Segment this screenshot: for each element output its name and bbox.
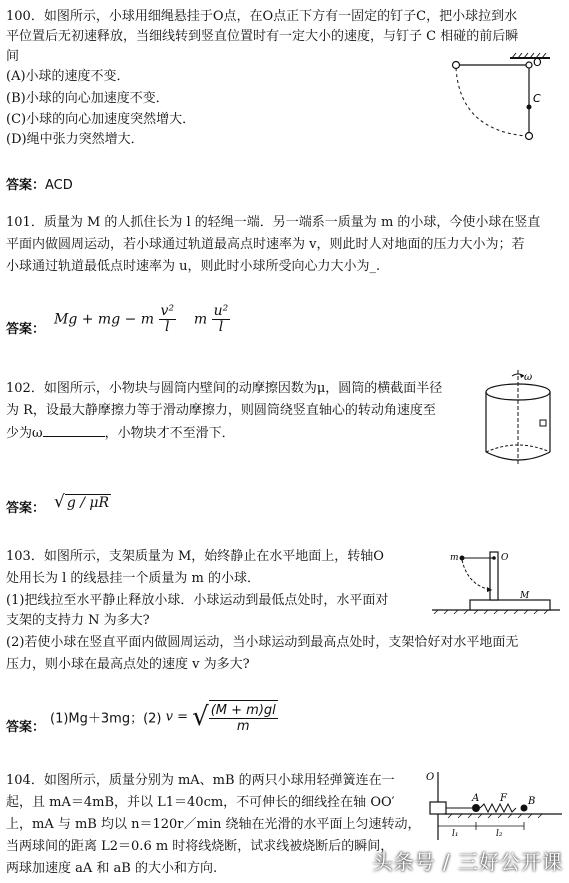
q101-line-2: 平面内做圆周运动，若小球通过轨道最高点时速率为 v，则此时人对地面的压力大小为；若	[6, 237, 525, 252]
q103-answer-den: m	[236, 719, 250, 734]
sqrt-sign-icon: √	[54, 492, 65, 512]
q103-stand-figure	[430, 548, 562, 614]
q100-line-2: 平位置后无初速释放，当细线转到竖直位置时有一定大小的速度，与钉子 C 相碰的前后瞬	[6, 29, 519, 44]
q100-answer-label: 答案：	[6, 178, 46, 193]
q102-answer-blank	[43, 424, 105, 437]
q103-answer-label: 答案：	[6, 720, 46, 735]
q102-answer-radicand: g / μR	[66, 495, 110, 511]
q103-answer-part2-prefix: v =	[165, 709, 188, 725]
q101-expr2-prefix: m	[193, 311, 208, 328]
q104-fig-label-o: O	[426, 772, 435, 783]
q101-line-1: 101．质量为 M 的人抓住长为 l 的轻绳一端．另一端系一质量为 m 的小球，今使小球在竖直	[6, 215, 541, 230]
q101-expr1-num: v²	[160, 303, 175, 319]
q101-expr1-prefix: Mg + mg − m	[54, 311, 155, 328]
q102-line-3-start: 少为ω	[6, 426, 43, 441]
q104-line-1: 104．如图所示，质量分别为 mA、mB 的两只小球用轻弹簧连在一	[6, 773, 395, 788]
q104-line-3: 上，mA 与 mB 均以 n＝120r／min 绕轴在光滑的水平面上匀速转动，	[6, 817, 421, 832]
q104-line-2: 起，且 mA＝4mB，并以 L1＝40cm，不可伸长的细线拴在轴 OO′	[6, 795, 395, 810]
q103-answer-num: (M + m)gl	[210, 703, 276, 718]
q100-option-b: (B)小球的向心加速度不变．	[6, 91, 169, 106]
q103-answer-expression	[50, 700, 278, 734]
q100-option-a: (A)小球的速度不变．	[6, 69, 130, 84]
q103-line-4: 支架的支持力 N 为多大?	[6, 613, 150, 628]
q100-option-d: (D)绳中张力突然增大．	[6, 132, 144, 147]
sqrt-sign-icon: √	[192, 702, 209, 732]
q104-fig-label-b: B	[528, 796, 536, 807]
q101-expr1-fraction	[159, 304, 177, 335]
q103-answer-fraction	[209, 700, 278, 734]
q103-fig-label-o: O	[501, 553, 509, 563]
q104-fig-label-f: F	[500, 793, 507, 804]
q101-expr2-fraction	[212, 304, 231, 335]
q101-expr2-num: u²	[213, 303, 229, 319]
q104-spring-figure	[424, 768, 564, 842]
q103-answer-part1: (1)Mg＋3mg；(2)	[50, 711, 162, 727]
q102-line-3	[6, 424, 235, 443]
q103-line-3: (1)把线拉至水平静止释放小球．小球运动到最低点处时，水平面对	[6, 593, 389, 608]
q103-line-2: 处用长为 l 的线悬挂一个质量为 m 的小球．	[6, 571, 261, 586]
q100-fig-label-o: O	[533, 56, 542, 69]
q103-line-6: 压力，则小球在最高点处的速度 v 为多大?	[6, 657, 250, 672]
q103-fig-label-m: m	[450, 553, 459, 563]
q100-pendulum-figure	[440, 52, 560, 144]
q104-line-4: 当两球间的距离 L2＝0.6 m 时将线烧断，试求线被烧断后的瞬间，	[6, 839, 394, 854]
q102-answer-expression	[54, 492, 111, 512]
q102-line-3-end: ，小物块才不至滑下．	[104, 426, 235, 441]
q101-answer-expression	[54, 304, 230, 335]
q100-answer-value: ACD	[45, 178, 73, 193]
watermark-text: 头条号 / 三好公开课	[372, 850, 563, 874]
q103-line-1: 103．如图所示，支架质量为 M，始终静止在水平地面上，转轴O	[6, 549, 384, 564]
q101-expr1-den: l	[165, 319, 170, 335]
q100-line-3: 间	[6, 49, 20, 64]
q104-fig-label-a: A	[472, 793, 480, 804]
q102-line-1: 102．如图所示，小物块与圆筒内壁间的动摩擦因数为μ，圆筒的横截面半径	[6, 381, 443, 396]
q101-expr2-den: l	[218, 319, 224, 335]
q103-line-5: (2)若使小球在竖直平面内做圆周运动，当小球运动到最高点处时，支架恰好对水平地面无	[6, 635, 519, 650]
q100-option-c: (C)小球的向心加速度突然增大．	[6, 112, 196, 127]
q102-answer-label: 答案：	[6, 501, 46, 516]
q100-line-1: 100．如图所示，小球用细绳悬挂于O点，在O点正下方有一固定的钉子C，把小球拉到水	[6, 9, 518, 24]
q104-fig-label-l2: l₂	[496, 829, 503, 839]
q102-fig-label-omega: ω	[524, 372, 533, 383]
q102-line-2: 为 R，设最大静摩擦力等于滑动摩擦力，则圆筒绕竖直轴心的转动角速度至	[6, 403, 436, 418]
q101-answer-label: 答案：	[6, 322, 46, 337]
q102-cylinder-figure	[478, 368, 560, 472]
q101-line-3: 小球通过轨道最低点时速率为 u，则此时小球所受向心力大小为_.	[6, 259, 381, 274]
q103-fig-label-M: M	[520, 591, 530, 601]
q104-fig-label-l1: l₁	[452, 829, 459, 839]
q100-fig-label-c: C	[533, 92, 541, 105]
q100-answer	[6, 174, 73, 193]
q104-line-5: 两球加速度 aA 和 aB 的大小和方向.	[6, 861, 218, 876]
